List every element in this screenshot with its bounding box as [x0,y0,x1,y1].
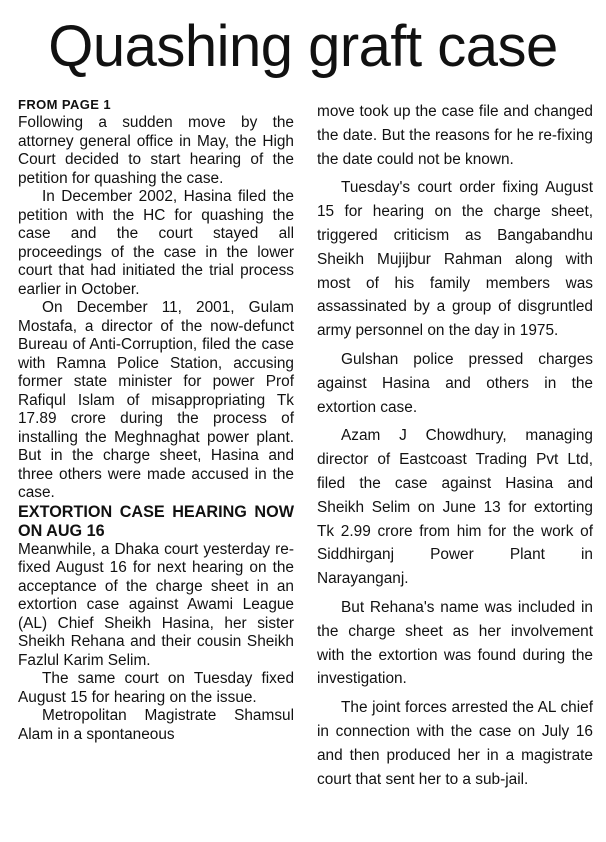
article-paragraph: The joint forces arrested the AL chief in connection with the case on July 16 and then produced her in a magistrate court that sent her to a sub-jail. [317,699,593,788]
article-paragraph: Azam J Chowdhury, managing director of Eastcoast Trading Pvt Ltd, filed the case against Hasina and Sheikh Selim on June 13 for extorting Tk 2.99 crore from him for the work of Siddhirganj Power Plant in Narayanganj. [317,427,593,588]
article-paragraph: Tuesday's court order fixing August 15 for hearing on the charge sheet, triggered criticism as Bangabandhu Sheikh Mujijbur Rahman along with most of his family members was assassinated by a group of disgruntled army personnel on the day in 1975. [317,179,593,340]
right-column [317,100,593,796]
article-paragraph: Gulshan police pressed charges against Hasina and others in the extortion case. [317,350,593,416]
article-paragraph: But Rehana's name was included in the charge sheet as her involvement with the extortion was found during the investigation. [317,598,593,688]
article-paragraph: Following a sudden move by the attorney general office in May, the High Court decided to start hearing of the petition for quashing the case. [18,114,294,187]
article-paragraph: The same court on Tuesday fixed August 15 for hearing on the issue. [18,670,294,706]
left-column [18,96,294,744]
headline: Quashing graft case [48,14,558,79]
article-paragraph: In December 2002, Hasina filed the petition with the HC for quashing the case and the court stayed all proceedings of the case in the lower court that had initiated the trial process earlier in October. [18,188,294,298]
article-paragraph: move took up the case file and changed the date. But the reasons for he re-fixing the date could not be known. [317,103,593,168]
article-paragraph: On December 11, 2001, Gulam Mostafa, a director of the now-defunct Bureau of Anti-Corruption, filed the case with Ramna Police Station, accusing former state minister for power Prof Rafiqul Islam of misappropriating Tk 17.89 crore during the process of installing the Meghnaghat power plant. But in the charge sheet, Hasina and three others were made accused in the case. [18,299,294,501]
kicker: FROM PAGE 1 [18,97,112,112]
subheading: EXTORTION CASE HEARING NOW ON AUG 16 [18,502,294,540]
article-paragraph: Metropolitan Magistrate Shamsul Alam in a spontaneous [18,707,294,743]
article-paragraph: Meanwhile, a Dhaka court yesterday re-fixed August 16 for next hearing on the acceptance of the charge sheet in an extortion case against Awami League (AL) Chief Sheikh Hasina, her sister Sheikh Rehana and their cousin Sheikh Fazlul Karim Selim. [18,540,294,669]
